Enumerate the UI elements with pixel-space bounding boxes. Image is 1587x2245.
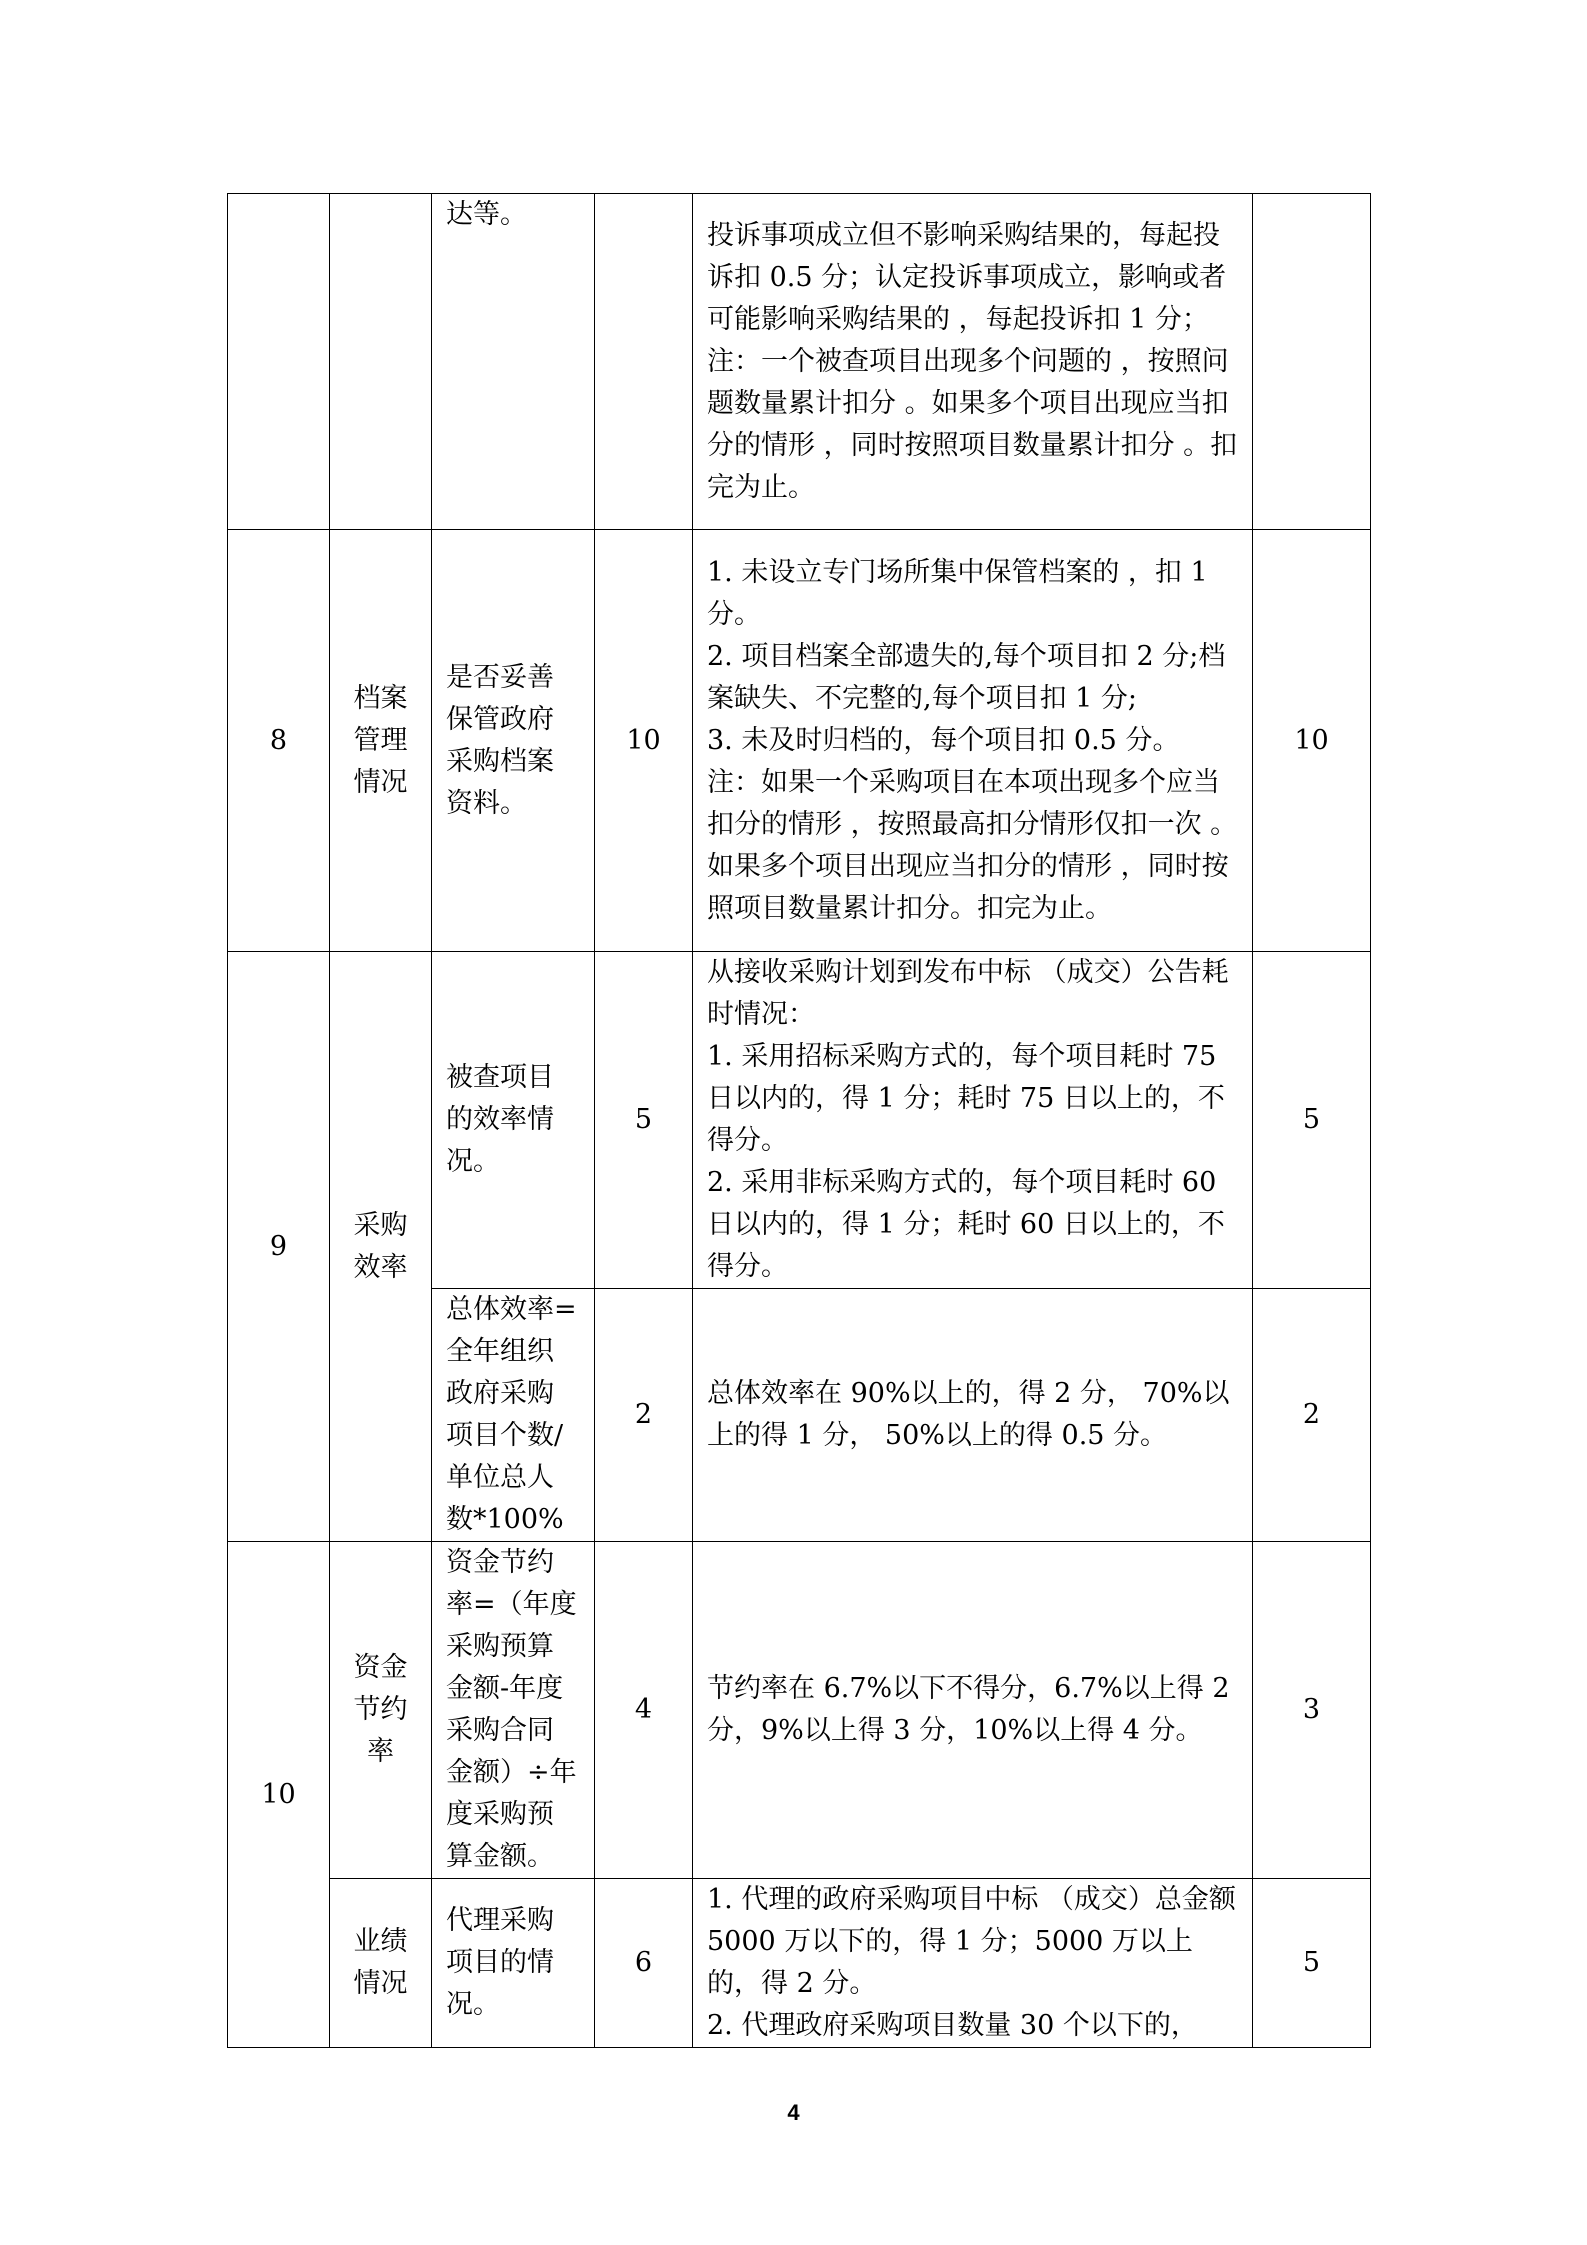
detail-line: 总体效率在 90%以上的，得 2 分， 70%以上的得 1 分， 50%以上的得 0.5 分。 <box>707 1378 1230 1451</box>
table-row <box>228 952 1371 1289</box>
detail-cell <box>693 1542 1253 1879</box>
points-cell: 5 <box>595 952 693 1289</box>
serial-cell: 8 <box>228 530 330 952</box>
detail-line: 注：一个被查项目出现多个问题的 ，按照问题数量累计扣分 。如果多个项目出现应当扣分的情形 ，同时按照项目数量累计扣分 。扣完为止。 <box>707 345 1238 503</box>
score-cell <box>1253 194 1371 530</box>
item-cell: 采购效率 <box>330 952 432 1542</box>
score-cell: 2 <box>1253 1289 1371 1542</box>
detail-line: 节约率在 6.7%以下不得分，6.7%以上得 2 分，9%以上得 3 分，10%以上得 4 分。 <box>707 1673 1230 1746</box>
detail-line: 3. 未及时归档的，每个项目扣 0.5 分。 <box>707 724 1180 756</box>
table-row <box>228 1542 1371 1879</box>
score-cell: 10 <box>1253 530 1371 952</box>
detail-cell <box>693 1879 1253 2048</box>
detail-line: 投诉事项成立但不影响采购结果的，每起投诉扣 0.5 分；认定投诉事项成立，影响或者可能影响采购结果的 ，每起投诉扣 1 分； <box>707 219 1227 335</box>
table-row <box>228 1879 1371 2048</box>
scoring-table <box>227 193 1371 2048</box>
detail-line: 注：如果一个采购项目在本项出现多个应当扣分的情形 ，按照最高扣分情形仅扣一次 。如果多个项目出现应当扣分的情形 ，同时按照项目数量累计扣分。扣完为止。 <box>707 766 1238 924</box>
points-cell <box>595 194 693 530</box>
criterion-cell: 代理采购项目的情况。 <box>432 1879 595 2048</box>
detail-line: 1. 未设立专门场所集中保管档案的 ，扣 1 分。 <box>707 556 1208 630</box>
detail-line: 从接收采购计划到发布中标 （成交）公告耗时情况： <box>707 957 1229 1030</box>
item-cell: 资金节约率 <box>330 1542 432 1879</box>
criterion-cell: 被查项目的效率情况。 <box>432 952 595 1289</box>
item-cell: 档案管理情况 <box>330 530 432 952</box>
detail-cell <box>693 952 1253 1289</box>
score-cell: 3 <box>1253 1542 1371 1879</box>
criterion-cell: 总体效率=全年组织政府采购项目个数/单位总人数*100% <box>432 1289 595 1542</box>
criterion-cell: 资金节约率=（年度采购预算金额-年度采购合同金额）÷年度采购预算金额。 <box>432 1542 595 1879</box>
serial-cell <box>228 194 330 530</box>
table-row <box>228 530 1371 952</box>
score-cell: 5 <box>1253 952 1371 1289</box>
detail-line: 2. 代理政府采购项目数量 30 个以下的， <box>707 2010 1198 2041</box>
table-row <box>228 194 1371 530</box>
detail-line: 2. 采用非标采购方式的，每个项目耗时 60 日以内的，得 1 分；耗时 60 日以上的，不得分。 <box>707 1167 1225 1282</box>
detail-cell <box>693 530 1253 952</box>
item-cell <box>330 194 432 530</box>
page-number: 4 <box>787 2100 800 2125</box>
criterion-cell: 达等。 <box>432 194 595 530</box>
detail-line: 2. 项目档案全部遗失的,每个项目扣 2 分;档案缺失、不完整的,每个项目扣 1 分; <box>707 640 1226 714</box>
criterion-cell: 是否妥善保管政府采购档案资料。 <box>432 530 595 952</box>
points-cell: 2 <box>595 1289 693 1542</box>
detail-cell <box>693 1289 1253 1542</box>
serial-cell: 10 <box>228 1542 330 2048</box>
detail-line: 1. 采用招标采购方式的，每个项目耗时 75 日以内的，得 1 分；耗时 75 日以上的，不得分。 <box>707 1041 1225 1156</box>
detail-cell <box>693 194 1253 530</box>
detail-line: 1. 代理的政府采购项目中标 （成交）总金额 5000 万以下的，得 1 分；5000 万以上的，得 2 分。 <box>707 1884 1236 1999</box>
points-cell: 6 <box>595 1879 693 2048</box>
points-cell: 4 <box>595 1542 693 1879</box>
points-cell: 10 <box>595 530 693 952</box>
item-cell: 业绩情况 <box>330 1879 432 2048</box>
serial-cell: 9 <box>228 952 330 1542</box>
score-cell: 5 <box>1253 1879 1371 2048</box>
